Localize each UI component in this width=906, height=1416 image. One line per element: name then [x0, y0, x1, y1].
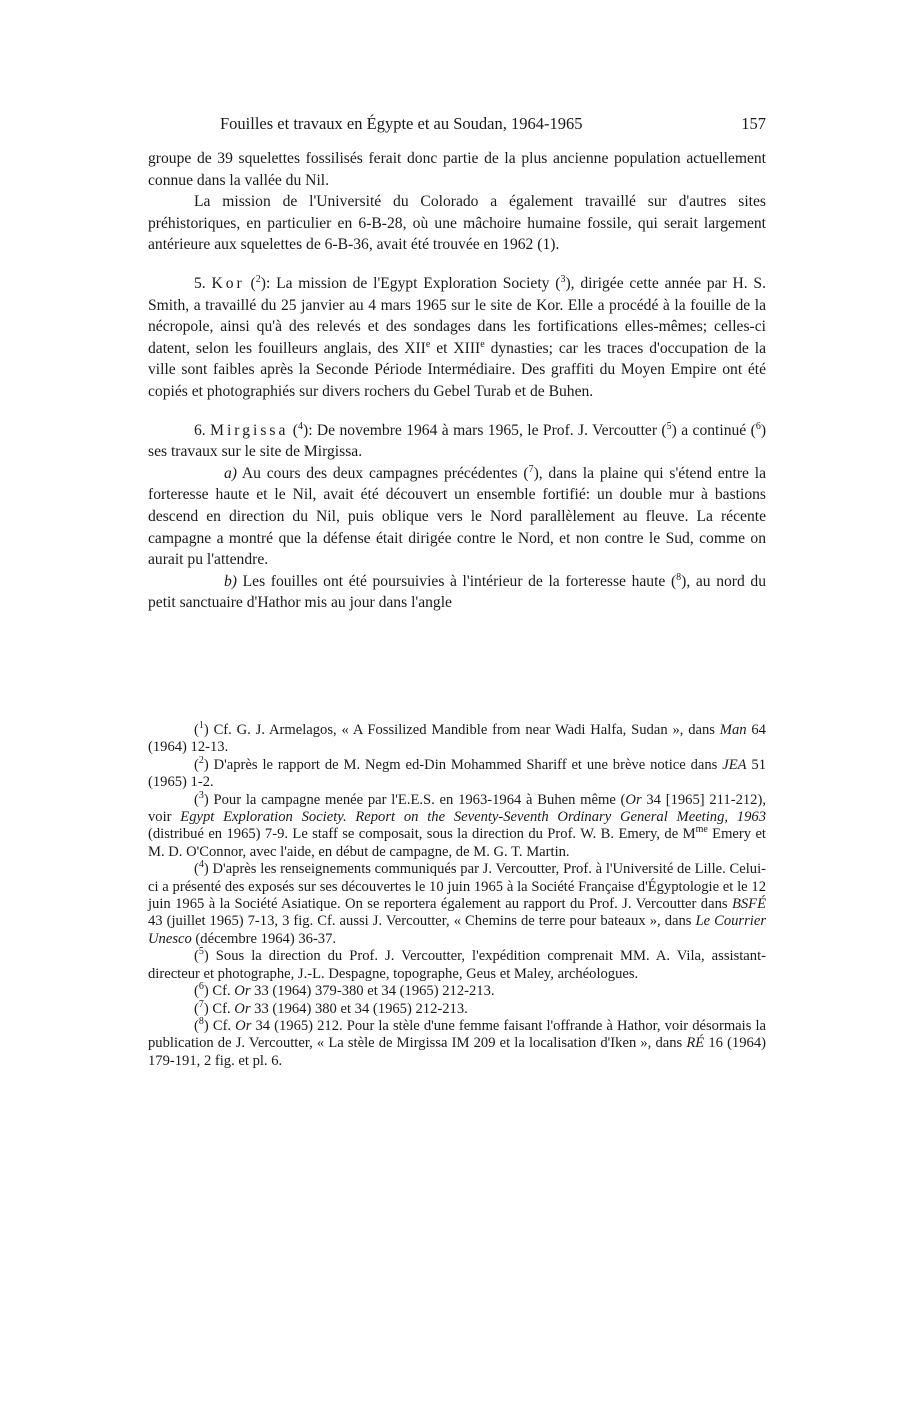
site-name-kor: Kor: [211, 274, 245, 292]
footnote-ref: 4: [297, 420, 303, 432]
paragraph-colorado-mission: La mission de l'Université du Colorado a également travaillé sur d'autres sites préhistoriques, en particulier en 6-B-28, où une mâchoire humaine fossile, qui serait largement antérieure aux squelettes de 6-B-36, avait été trouvée en 1962 (1).: [148, 193, 766, 254]
paragraph-continuation: groupe de 39 squelettes fossilisés ferait donc partie de la plus ancienne population actuellement connue dans la vallée du Nil.: [148, 150, 766, 189]
footnote-ref: 6: [755, 420, 761, 432]
footnote-ref: 2: [255, 273, 261, 285]
footnote-3: ($^3$) Pour la campagne menée par l'E.E.S. en 1963-1964 à Buhen même (Or 34 [1965] 211-212), voir Egypt Exploration Society. Report on the Seventy-Seventh Ordinary General Meeting, 1963 (distribué en 1965) 7-9. Le staff se composait, sous la direction du Prof. W. B. Emery, de $M^{me}$ Emery et M. D. O'Connor, avec l'aide, en début de campagne, de M. G. T. Martin.: [148, 789, 766, 860]
footnotes: [148, 722, 766, 1070]
section-5-kor: 5. Kor ($^2$): La mission de l'Egypt Exploration Society ($^3$), dirigée cette année par H. S. Smith, a travaillé du 25 janvier au 4 mars 1965 sur le site de Kor. Elle a procédé à la fouille de la nécropole, ainsi qu'à des relevés et des sondages dans les fortifications elles-mêmes; celles-ci datent, selon les fouilleurs anglais, des XIIe et XIIIe dynasties; car les traces d'occupation de la ville sont faibles après la Seconde Période Intermédiaire. Des graffiti du Moyen Empire ont été copiés et photographiés sur divers rochers du Gebel Turab et de Buhen.: [148, 273, 766, 400]
footnote-1: ($^1$) Cf. G. J. Armelagos, « A Fossilized Mandible from near Wadi Halfa, Sudan », dans Man 64 (1964) 12-13.: [148, 720, 766, 756]
site-name-mirgissa: Mirgissa: [210, 421, 289, 439]
page-number: 157: [741, 114, 766, 133]
footnote-2: ($^2$) D'après le rapport de M. Negm ed-Din Mohammed Shariff et une brève notice dans JEA 51 (1965) 1-2.: [148, 754, 766, 791]
footnote-ref: 5: [666, 420, 672, 432]
section-6-mirgissa: 6. Mirgissa ($^4$): De novembre 1964 à mars 1965, le Prof. J. Vercoutter ($^5$) a continué ($^6$) ses travaux sur le site de Mirgissa.: [148, 420, 767, 461]
footnote-5: ($^5$) Sous la direction du Prof. J. Vercoutter, l'expédition comprenait MM. A. Vila, assistant-directeur et photographe, J.-L. Despagne, topographe, Geus et Maley, archéologues.: [148, 946, 766, 982]
footnote-ref: 3: [560, 273, 566, 285]
footnote-ref: 7: [528, 463, 534, 475]
running-title: Fouilles et travaux en Égypte et au Soudan, 1964-1965: [220, 114, 583, 133]
subsection-a: a) Au cours des deux campagnes précédentes ($^7$), dans la plaine qui s'étend entre la forteresse haute et le Nil, avait été découvert un ensemble fortifié: un double mur à bastions descend en direction du Nil, puis oblique vers le Nord parallèlement au fleuve. La récente campagne a montré que la défense était dirigée contre le Nord, et non contre le Sud, comme on aurait pu l'attendre.: [148, 463, 767, 569]
footnote-7: ($^7$) Cf. Or 33 (1964) 380 et 34 (1965) 212-213.: [194, 998, 468, 1017]
footnote-4: ($^4$) D'après les renseignements communiqués par J. Vercoutter, Prof. à l'Université de Lille. Celui-ci a présenté des exposés sur ses découvertes le 10 juin 1965 à la Société Française d'Égyptologie et le 12 juin 1965 à la Société Asiatique. On se reportera également au rapport du Prof. J. Vercoutter dans BSFÉ 43 (juillet 1965) 7-13, 3 fig. Cf. aussi J. Vercoutter, « Chemins de terre pour bateaux », dans Le Courrier Unesco (décembre 1964) 36-37.: [148, 859, 767, 947]
footnote-8: ($^8$) Cf. Or 34 (1965) 212. Pour la stèle d'une femme faisant l'offrande à Hathor, voir désormais la publication de J. Vercoutter, « La stèle de Mirgissa IM 209 et la localisation d'Iken », dans RÉ 16 (1964) 179-191, 2 fig. et pl. 6.: [148, 1015, 766, 1069]
subsection-b: b) Les fouilles ont été poursuivies à l'intérieur de la forteresse haute ($^8$), au nord du petit sanctuaire d'Hathor mis au jour dans l'angle: [148, 571, 767, 612]
main-text: [148, 148, 766, 614]
running-header: [148, 114, 766, 136]
footnote-ref: 8: [676, 571, 682, 583]
footnote-6: ($^6$) Cf. Or 33 (1964) 379-380 et 34 (1965) 212-213.: [194, 981, 495, 1000]
